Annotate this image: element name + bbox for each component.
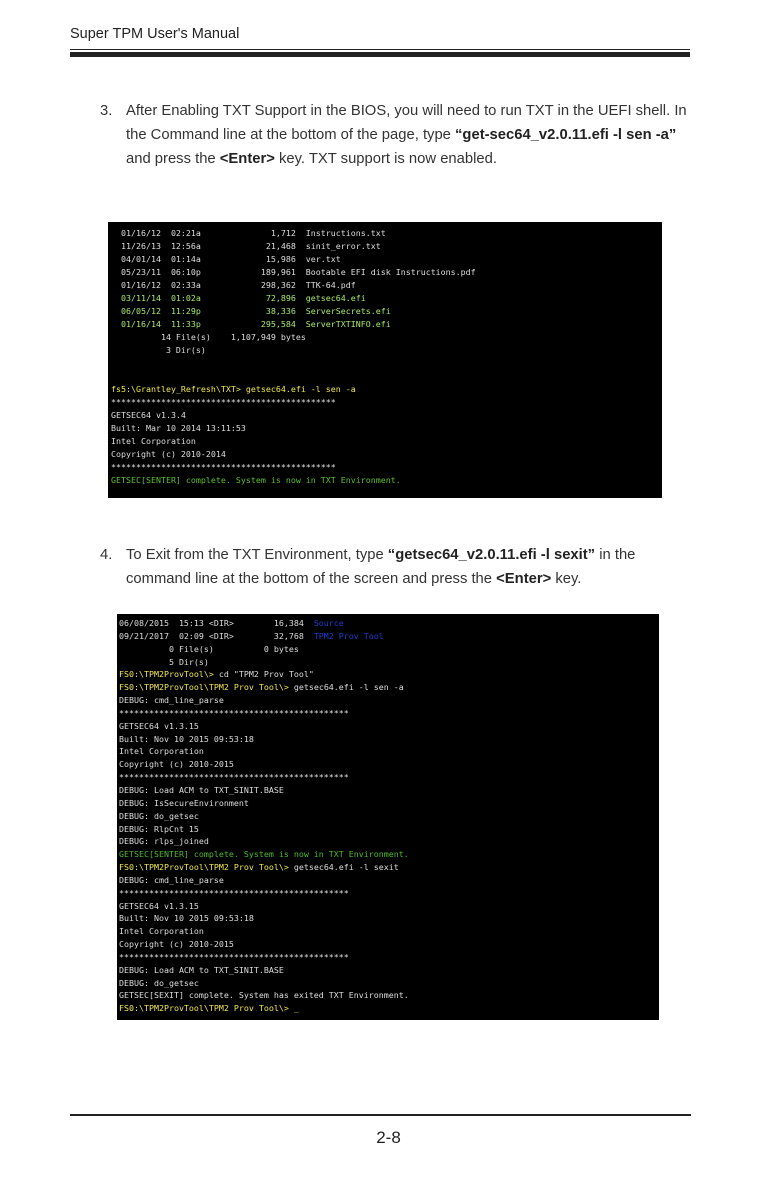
terminal-line-text: Built: Mar 10 2014 13:11:53 bbox=[111, 423, 246, 433]
terminal-line-text: 01/16/12 02:33a 298,362 TTK-64.pdf bbox=[111, 280, 356, 290]
page-number: 2-8 bbox=[376, 1128, 401, 1147]
terminal-line-text: GETSEC64 v1.3.15 bbox=[119, 720, 199, 731]
terminal-command: getsec64.efi -l sexit bbox=[293, 862, 399, 873]
terminal-line-text: 5 Dir(s) bbox=[119, 656, 209, 667]
terminal-line bbox=[108, 357, 662, 370]
step-key: <Enter> bbox=[219, 151, 275, 167]
terminal-line bbox=[117, 656, 659, 669]
terminal-line bbox=[117, 810, 659, 823]
terminal-line-text: ********************************************** bbox=[119, 707, 349, 718]
step-command: “getsec64_v2.0.11.efi -l sexit” bbox=[387, 547, 596, 563]
terminal-line-text: DEBUG: do_getsec bbox=[119, 810, 199, 821]
terminal-line-text: 06/08/2015 15:13 <DIR> 16,384 bbox=[119, 618, 314, 628]
terminal-line bbox=[117, 900, 659, 913]
terminal-command: cd "TPM2 Prov Tool" bbox=[218, 669, 314, 680]
terminal-line bbox=[108, 435, 662, 448]
terminal-line bbox=[117, 951, 659, 964]
terminal-line bbox=[117, 643, 659, 656]
terminal-line-text: 14 File(s) 1,107,949 bytes bbox=[111, 332, 306, 342]
terminal-line bbox=[117, 733, 659, 746]
terminal-line bbox=[108, 292, 662, 305]
step-number: 3. bbox=[100, 103, 113, 119]
terminal-line-text: DEBUG: IsSecureEnvironment bbox=[119, 797, 249, 808]
step-text bbox=[126, 99, 690, 171]
terminal-line bbox=[117, 977, 659, 990]
terminal-line bbox=[117, 681, 659, 694]
step-3 bbox=[100, 99, 690, 171]
terminal-line-text: GETSEC[SEXIT] complete. System has exited TXT Environment. bbox=[119, 990, 409, 1001]
terminal-line bbox=[117, 823, 659, 836]
terminal-line bbox=[117, 758, 659, 771]
terminal-command: getsec64.efi -l sen -a bbox=[293, 682, 404, 693]
terminal-line-text: GETSEC64 v1.3.4 bbox=[111, 410, 186, 420]
terminal-line-text: Copyright (c) 2010-2014 bbox=[111, 449, 226, 459]
footer-rule bbox=[70, 1114, 691, 1116]
terminal-line-text: ********************************************* bbox=[111, 462, 336, 472]
terminal-line bbox=[108, 370, 662, 383]
terminal-line bbox=[108, 318, 662, 331]
step-text-part: and press the bbox=[126, 151, 220, 167]
terminal-line bbox=[108, 279, 662, 292]
terminal-line bbox=[108, 240, 662, 253]
terminal-line bbox=[117, 925, 659, 938]
step-key: <Enter> bbox=[496, 571, 552, 587]
terminal-line bbox=[108, 266, 662, 279]
step-text-part: in the command line at the bottom of the screen and press the bbox=[126, 547, 636, 587]
terminal-dir-name: TPM2 Prov Tool bbox=[313, 630, 384, 641]
terminal-line-text: Intel Corporation bbox=[119, 746, 204, 757]
step-text-part: key. TXT support is now enabled. bbox=[274, 151, 497, 167]
terminal-line-text: ********************************************** bbox=[119, 951, 349, 962]
step-text-part: key. bbox=[551, 571, 582, 587]
terminal-line bbox=[108, 331, 662, 344]
terminal-line-text: fs5:\Grantley_Refresh\TXT> getsec64.efi -l sen -a bbox=[111, 384, 356, 394]
terminal-cursor: _ bbox=[293, 1003, 299, 1014]
terminal-line-text: FS0:\TPM2ProvTool\TPM2 Prov Tool\> bbox=[119, 682, 294, 693]
terminal-line-text: Intel Corporation bbox=[119, 926, 204, 937]
terminal-line bbox=[117, 771, 659, 784]
terminal-line bbox=[117, 707, 659, 720]
terminal-line-text: Copyright (c) 2010-2015 bbox=[119, 939, 234, 950]
terminal-line bbox=[117, 938, 659, 951]
terminal-line-text: 09/21/2017 02:09 <DIR> 32,768 bbox=[119, 630, 314, 641]
terminal-line-text: Intel Corporation bbox=[111, 436, 196, 446]
step-text-part: To Exit from the TXT Environment, type bbox=[126, 547, 388, 563]
terminal-dir-name: Source bbox=[313, 618, 344, 628]
step-number: 4. bbox=[100, 547, 113, 563]
terminal-line-text: Copyright (c) 2010-2015 bbox=[119, 759, 234, 770]
terminal-line-text: DEBUG: cmd_line_parse bbox=[119, 874, 224, 885]
terminal-line bbox=[108, 383, 662, 396]
terminal-line bbox=[117, 668, 659, 681]
header-rule-thick bbox=[70, 52, 690, 57]
terminal-line-text: FS0:\TPM2ProvTool\> bbox=[119, 669, 219, 680]
terminal-line-text: GETSEC[SENTER] complete. System is now in TXT Environment. bbox=[111, 475, 401, 485]
terminal-line bbox=[108, 227, 662, 240]
terminal-line bbox=[117, 797, 659, 810]
terminal-line bbox=[117, 630, 659, 643]
terminal-line-text: 01/16/12 02:21a 1,712 Instructions.txt bbox=[111, 228, 386, 238]
terminal-line bbox=[117, 694, 659, 707]
terminal-line-text: 03/11/14 01:02a 72,896 getsec64.efi bbox=[111, 293, 366, 303]
terminal-line bbox=[108, 409, 662, 422]
terminal-line bbox=[108, 396, 662, 409]
terminal-line bbox=[117, 720, 659, 733]
terminal-line-text: 04/01/14 01:14a 15,986 ver.txt bbox=[111, 254, 341, 264]
terminal-line-text: 01/16/14 11:33p 295,584 ServerTXTINFO.efi bbox=[111, 319, 391, 329]
terminal-line-text: 11/26/13 12:56a 21,468 sinit_error.txt bbox=[111, 241, 381, 251]
terminal-line bbox=[108, 344, 662, 357]
uefi-shell-screenshot-exit bbox=[117, 614, 659, 1020]
terminal-line-text: DEBUG: Load ACM to TXT_SINIT.BASE bbox=[119, 784, 284, 795]
terminal-line-text: GETSEC[SENTER] complete. System is now in TXT Environment. bbox=[119, 849, 409, 860]
terminal-line-text: DEBUG: Load ACM to TXT_SINIT.BASE bbox=[119, 964, 284, 975]
terminal-line-text: ********************************************* bbox=[111, 397, 336, 407]
terminal-line bbox=[117, 784, 659, 797]
terminal-line-text: DEBUG: RlpCnt 15 bbox=[119, 823, 199, 834]
terminal-line-text: 3 Dir(s) bbox=[111, 345, 206, 355]
terminal-line-text: FS0:\TPM2ProvTool\TPM2 Prov Tool\> bbox=[119, 862, 294, 873]
terminal-line bbox=[108, 474, 662, 487]
step-command: “get-sec64_v2.0.11.efi -l sen -a” bbox=[455, 127, 677, 143]
terminal-line-text: Built: Nov 10 2015 09:53:18 bbox=[119, 733, 254, 744]
terminal-line bbox=[117, 874, 659, 887]
terminal-line bbox=[108, 253, 662, 266]
terminal-line bbox=[108, 305, 662, 318]
terminal-line bbox=[117, 887, 659, 900]
terminal-line-text: ********************************************** bbox=[119, 772, 349, 783]
step-text-part: After Enabling TXT Support in the BIOS, you will need to run TXT in the UEFI shell. In the Command line at the bottom of the page, type bbox=[126, 103, 687, 143]
terminal-line bbox=[117, 989, 659, 1002]
terminal-line-text: DEBUG: cmd_line_parse bbox=[119, 695, 224, 706]
terminal-line-text: GETSEC64 v1.3.15 bbox=[119, 900, 199, 911]
terminal-line-text: ********************************************** bbox=[119, 887, 349, 898]
terminal-line-text: DEBUG: do_getsec bbox=[119, 977, 199, 988]
terminal-line bbox=[108, 448, 662, 461]
terminal-line bbox=[108, 422, 662, 435]
terminal-line-text: 06/05/12 11:29p 38,336 ServerSecrets.efi bbox=[111, 306, 391, 316]
terminal-line-text: FS0:\TPM2ProvTool\TPM2 Prov Tool\> bbox=[119, 1003, 294, 1014]
terminal-line-text: 0 File(s) 0 bytes bbox=[119, 643, 299, 654]
step-4 bbox=[100, 543, 690, 591]
terminal-line-text: DEBUG: rlps_joined bbox=[119, 836, 209, 847]
uefi-shell-screenshot-enable bbox=[108, 222, 662, 498]
terminal-line bbox=[117, 912, 659, 925]
terminal-line bbox=[117, 745, 659, 758]
terminal-line-text: Built: Nov 10 2015 09:53:18 bbox=[119, 913, 254, 924]
terminal-line bbox=[117, 617, 659, 630]
terminal-line bbox=[117, 835, 659, 848]
terminal-line bbox=[117, 848, 659, 861]
terminal-line bbox=[108, 461, 662, 474]
step-text bbox=[126, 543, 690, 591]
terminal-line-text: 05/23/11 06:10p 189,961 Bootable EFI disk Instructions.pdf bbox=[111, 267, 476, 277]
manual-title: Super TPM User's Manual bbox=[70, 26, 240, 42]
terminal-line bbox=[117, 964, 659, 977]
header-rule-thin bbox=[70, 49, 690, 50]
terminal-line bbox=[117, 1002, 659, 1015]
terminal-line bbox=[117, 861, 659, 874]
